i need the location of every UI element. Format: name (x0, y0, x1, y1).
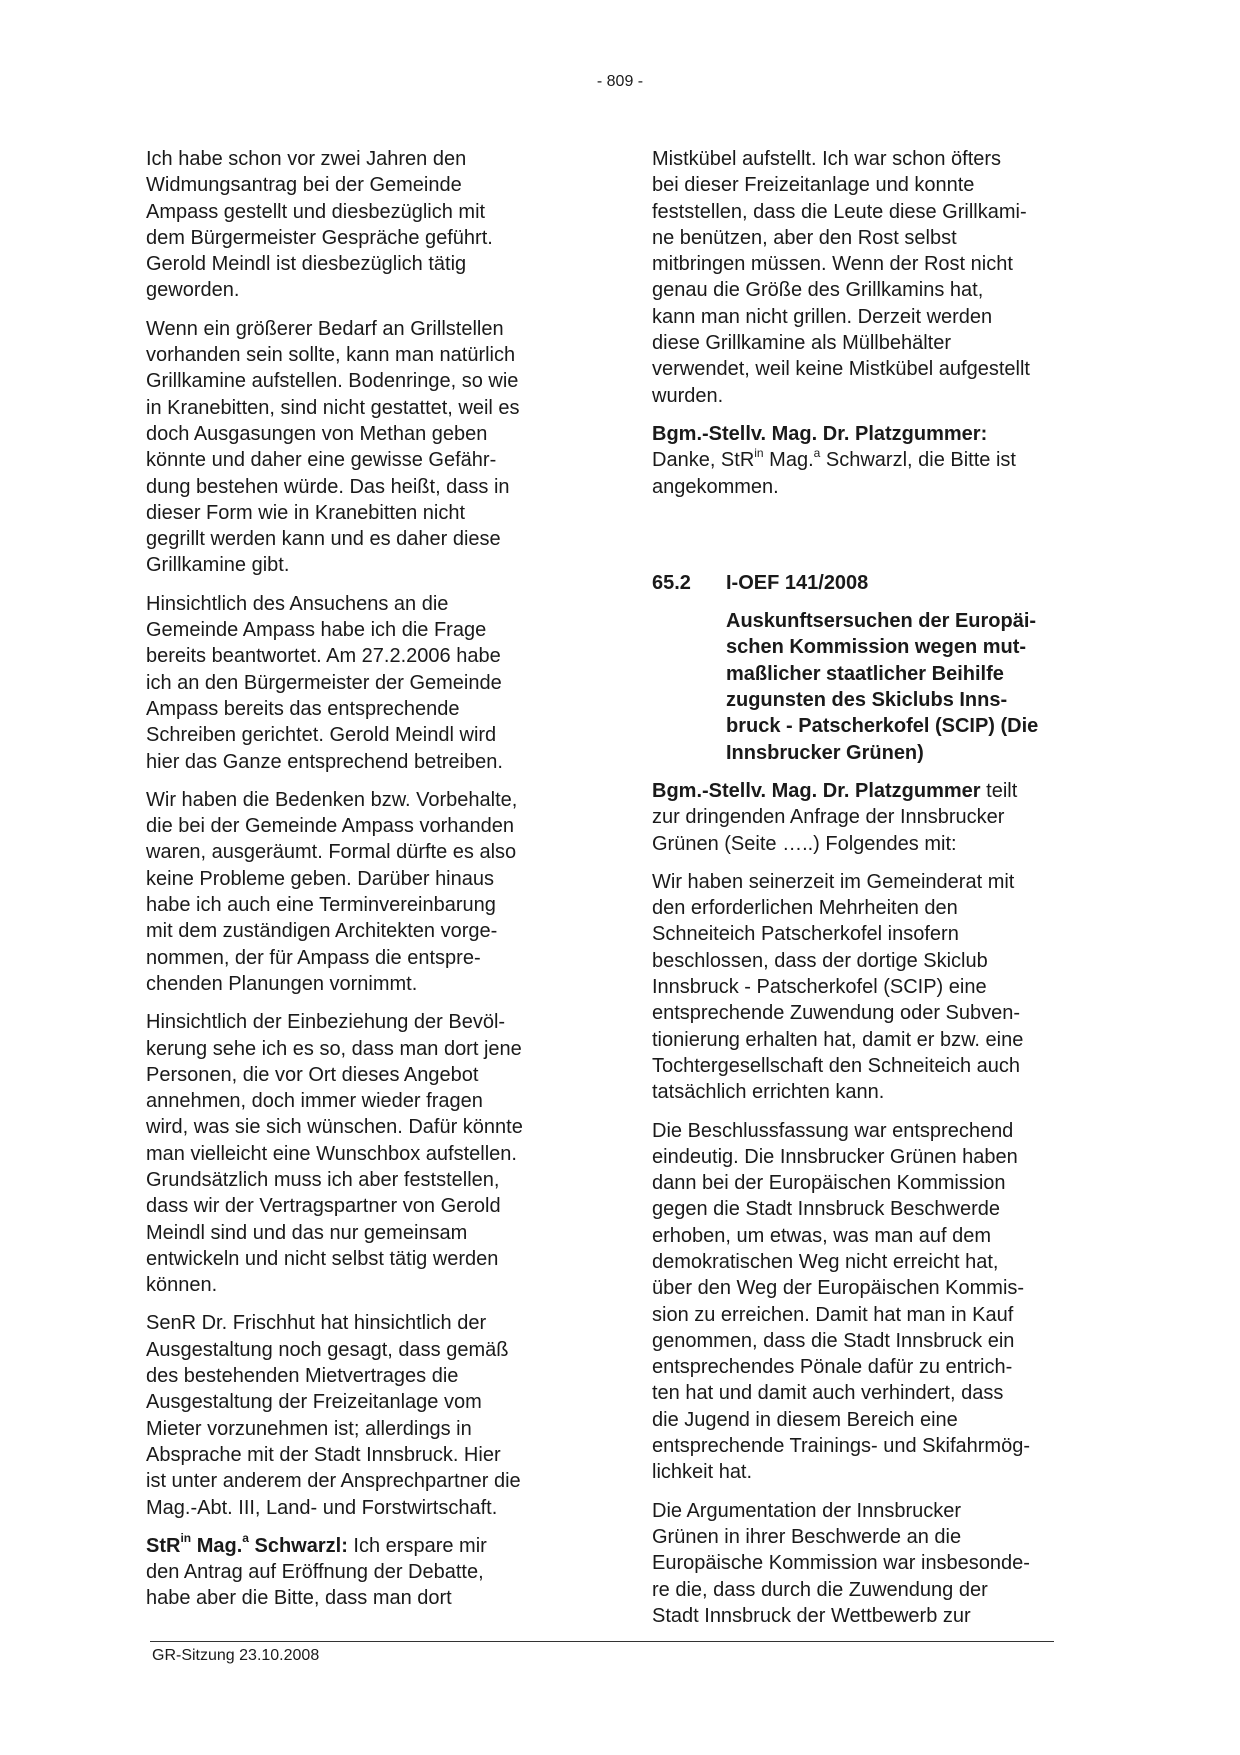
text-line: Stadt Innsbruck der Wettbewerb zur (652, 1604, 971, 1627)
text-line: waren, ausgeräumt. Formal dürfte es also (146, 841, 517, 864)
text-line: maßlicher staatlicher Beihilfe (726, 662, 1004, 685)
text-line: Widmungsantrag bei der Gemeinde (146, 174, 462, 197)
text-line: Grillkamine gibt. (146, 554, 290, 577)
paragraph (146, 591, 586, 775)
text-line: Gemeinde Ampass habe ich die Frage (146, 619, 487, 642)
text-line: Grundsätzlich muss ich aber feststellen, (146, 1168, 500, 1191)
text-line: ich an den Bürgermeister der Gemeinde (146, 671, 502, 694)
text-line: bereits beantwortet. Am 27.2.2006 habe (146, 645, 501, 668)
text-line: wird, was sie sich wünschen. Dafür könnte (146, 1116, 523, 1139)
text-line: Wenn ein größerer Bedarf an Grillstellen (146, 317, 504, 340)
text-line: gegrillt werden kann und es daher diese (146, 528, 501, 551)
text-line: tatsächlich errichten kann. (652, 1081, 885, 1104)
text-line: Ausgestaltung noch gesagt, dass gemäß (146, 1338, 509, 1361)
text-line: SenR Dr. Frischhut hat hinsichtlich der (146, 1312, 487, 1335)
text-line (652, 447, 1092, 473)
superscript: a (813, 445, 821, 460)
text-line: verwendet, weil keine Mistkübel aufgestellt (652, 358, 1030, 381)
left-column (146, 146, 586, 1624)
text-line: wurden. (652, 384, 724, 407)
text-line: Die Argumentation der Innsbrucker (652, 1499, 962, 1522)
text-line: genommen, dass die Stadt Innsbruck ein (652, 1329, 1015, 1352)
text-line: Schneiteich Patscherkofel insofern (652, 923, 959, 946)
text-line: lichkeit hat. (652, 1461, 753, 1484)
text-line: dung bestehen würde. Das heißt, dass in (146, 475, 510, 498)
text-line: angekommen. (652, 475, 779, 498)
text-line: sion zu erreichen. Damit hat man in Kauf (652, 1303, 1014, 1326)
speaker-title-str: StR (146, 1534, 181, 1557)
text-line: vorhanden sein sollte, kann man natürlich (146, 344, 516, 367)
text-line: genau die Größe des Grillkamins hat, (652, 279, 984, 302)
paragraph (146, 316, 586, 579)
text-line: Wir haben seinerzeit im Gemeinderat mit (652, 870, 1015, 893)
text-line: Meindl sind und das nur gemeinsam (146, 1221, 468, 1244)
text-line: Schreiben gerichtet. Gerold Meindl wird (146, 724, 497, 747)
agenda-item-code: I-OEF 141/2008 (726, 571, 869, 594)
speech-text: Danke, StR (652, 449, 755, 472)
text-line: diese Grillkamine als Müllbehälter (652, 332, 952, 355)
paragraph (146, 146, 586, 304)
text-line: Mistkübel aufstellt. Ich war schon öfters (652, 148, 1002, 170)
speech-text: teilt (980, 779, 1018, 802)
text-line: Hinsichtlich des Ansuchens an die (146, 592, 449, 615)
text-line: Auskunftsersuchen der Europäi- (726, 610, 1037, 633)
agenda-item-number: 65.2 (652, 571, 691, 594)
text-line: Innsbruck - Patscherkofel (SCIP) eine (652, 976, 987, 999)
text-line: tionierung erhalten hat, damit er bzw. eine (652, 1028, 1024, 1051)
text-line: Gerold Meindl ist diesbezüglich tätig (146, 253, 467, 276)
text-line: Ampass gestellt und diesbezüglich mit (146, 200, 486, 223)
paragraph (146, 1310, 586, 1520)
paragraph (652, 146, 1092, 409)
text-line: dass wir der Vertragspartner von Gerold (146, 1195, 501, 1218)
page-number: - 809 - (596, 73, 644, 90)
text-line: beschlossen, dass der dortige Skiclub (652, 949, 988, 972)
speaker-name: Bgm.-Stellv. Mag. Dr. Platzgummer: (652, 422, 988, 445)
text-line: habe aber die Bitte, dass man dort (146, 1587, 452, 1610)
text-line: mitbringen müssen. Wenn der Rost nicht (652, 253, 1013, 276)
text-line: Ausgestaltung der Freizeitanlage vom (146, 1391, 482, 1414)
text-line: geworden. (146, 279, 240, 302)
speaker-surname: Schwarzl: (254, 1534, 348, 1557)
paragraph-speaker-platzgummer-announce (652, 778, 1092, 857)
text-line: des bestehenden Mietvertrages die (146, 1365, 459, 1388)
text-line: Mag.-Abt. III, Land- und Forstwirtschaft. (146, 1496, 498, 1519)
text-line: Die Beschlussfassung war entsprechend (652, 1119, 1014, 1142)
superscript: in (180, 1531, 192, 1546)
text-line: entsprechendes Pönale dafür zu entrich- (652, 1356, 1013, 1379)
text-line: Innsbrucker Grünen) (726, 741, 924, 764)
text-line: die Jugend in diesem Bereich eine (652, 1408, 958, 1431)
text-line: den erforderlichen Mehrheiten den (652, 897, 958, 920)
text-line: chenden Planungen vornimmt. (146, 972, 418, 995)
text-line: gegen die Stadt Innsbruck Beschwerde (652, 1198, 1000, 1221)
text-line: Personen, die vor Ort dieses Angebot (146, 1063, 479, 1086)
paragraph-speaker-schwarzl (146, 1533, 586, 1612)
text-line: über den Weg der Europäischen Kommis- (652, 1277, 1025, 1300)
text-line: mit dem zuständigen Architekten vorge- (146, 920, 498, 943)
footer-session-label: GR-Sitzung 23.10.2008 (152, 1647, 320, 1664)
text-line: Wir haben die Bedenken bzw. Vorbehalte, (146, 788, 518, 811)
speaker-name (146, 1531, 348, 1557)
paragraph (146, 1009, 586, 1298)
text-line: doch Ausgasungen von Methan geben (146, 422, 488, 445)
text-line: entwickeln und nicht selbst tätig werden (146, 1247, 499, 1270)
text-line: die bei der Gemeinde Ampass vorhanden (146, 815, 515, 838)
text-line: schen Kommission wegen mut- (726, 636, 1027, 659)
text-line: Ampass bereits das entsprechende (146, 697, 460, 720)
text-line: hier das Ganze entsprechend betreiben. (146, 750, 503, 773)
text-line: Tochtergesellschaft den Schneiteich auch (652, 1054, 1021, 1077)
speech-text: Mag. (763, 449, 814, 472)
text-line (146, 1533, 586, 1559)
paragraph (652, 1118, 1092, 1486)
text-line: zur dringenden Anfrage der Innsbrucker (652, 806, 1005, 829)
paragraph-speaker-platzgummer (652, 421, 1092, 500)
agenda-item-title (726, 608, 1092, 766)
text-line: kerung sehe ich es so, dass man dort jene (146, 1037, 522, 1060)
paragraph (652, 1498, 1092, 1629)
text-line: ne benützen, aber den Rost selbst (652, 226, 957, 249)
agenda-item-heading (652, 570, 1092, 596)
superscript: in (754, 445, 764, 460)
paragraph (652, 869, 1092, 1106)
speaker-title-mag: Mag. (196, 1534, 243, 1557)
right-column (652, 146, 1092, 1641)
text-line: bruck - Patscherkofel (SCIP) (Die (726, 715, 1039, 738)
superscript: a (242, 1531, 249, 1546)
text-line: dem Bürgermeister Gespräche geführt. (146, 226, 493, 249)
text-line: den Antrag auf Eröffnung der Debatte, (146, 1561, 484, 1584)
text-line: Grünen (Seite …..) Folgendes mit: (652, 832, 957, 855)
text-line: demokratischen Weg nicht erreicht hat, (652, 1250, 999, 1273)
text-line: Hinsichtlich der Einbeziehung der Bevöl- (146, 1011, 506, 1034)
text-line: können. (146, 1274, 218, 1297)
text-line: feststellen, dass die Leute diese Grillkami- (652, 200, 1027, 223)
text-line: habe ich auch eine Terminvereinbarung (146, 894, 496, 917)
text-line: könnte und daher eine gewisse Gefähr- (146, 449, 497, 472)
text-line: dann bei der Europäischen Kommission (652, 1172, 1006, 1195)
text-line: dieser Form wie in Kranebitten nicht (146, 501, 466, 524)
text-line: Mieter vorzunehmen ist; allerdings in (146, 1417, 472, 1440)
text-line: Ich habe schon vor zwei Jahren den (146, 148, 467, 170)
text-line: man vielleicht eine Wunschbox aufstellen. (146, 1142, 517, 1165)
text-line: Absprache mit der Stadt Innsbruck. Hier (146, 1443, 501, 1466)
text-line: re die, dass durch die Zuwendung der (652, 1578, 988, 1601)
text-line: zugunsten des Skiclubs Inns- (726, 689, 1008, 712)
text-line: keine Probleme geben. Darüber hinaus (146, 867, 494, 890)
text-line: erhoben, um etwas, was man auf dem (652, 1224, 992, 1247)
text-line: eindeutig. Die Innsbrucker Grünen haben (652, 1145, 1018, 1168)
text-line: Grünen in ihrer Beschwerde an die (652, 1525, 962, 1548)
text-line: entsprechende Trainings- und Skifahrmög- (652, 1435, 1030, 1458)
spacer (652, 512, 1092, 570)
speech-text: Schwarzl, die Bitte ist (820, 449, 1016, 472)
text-line: kann man nicht grillen. Derzeit werden (652, 305, 993, 328)
text-line: in Kranebitten, sind nicht gestattet, weil es (146, 396, 520, 419)
text-line (652, 778, 1092, 804)
text-line: nommen, der für Ampass die entspre- (146, 946, 481, 969)
speaker-name: Bgm.-Stellv. Mag. Dr. Platzgummer (652, 779, 981, 802)
text-line: ist unter anderem der Ansprechpartner die (146, 1470, 521, 1493)
text-line: Europäische Kommission war insbesonde- (652, 1552, 1030, 1575)
text-line: bei dieser Freizeitanlage und konnte (652, 174, 975, 197)
text-line: ten hat und damit auch verhindert, dass (652, 1382, 1004, 1405)
footer-divider (150, 1641, 1054, 1642)
speech-text: Ich erspare mir (353, 1534, 487, 1557)
text-line: entsprechende Zuwendung oder Subven- (652, 1002, 1021, 1025)
text-line: Grillkamine aufstellen. Bodenringe, so wie (146, 370, 519, 393)
paragraph (146, 787, 586, 997)
text-line: annehmen, doch immer wieder fragen (146, 1090, 483, 1113)
